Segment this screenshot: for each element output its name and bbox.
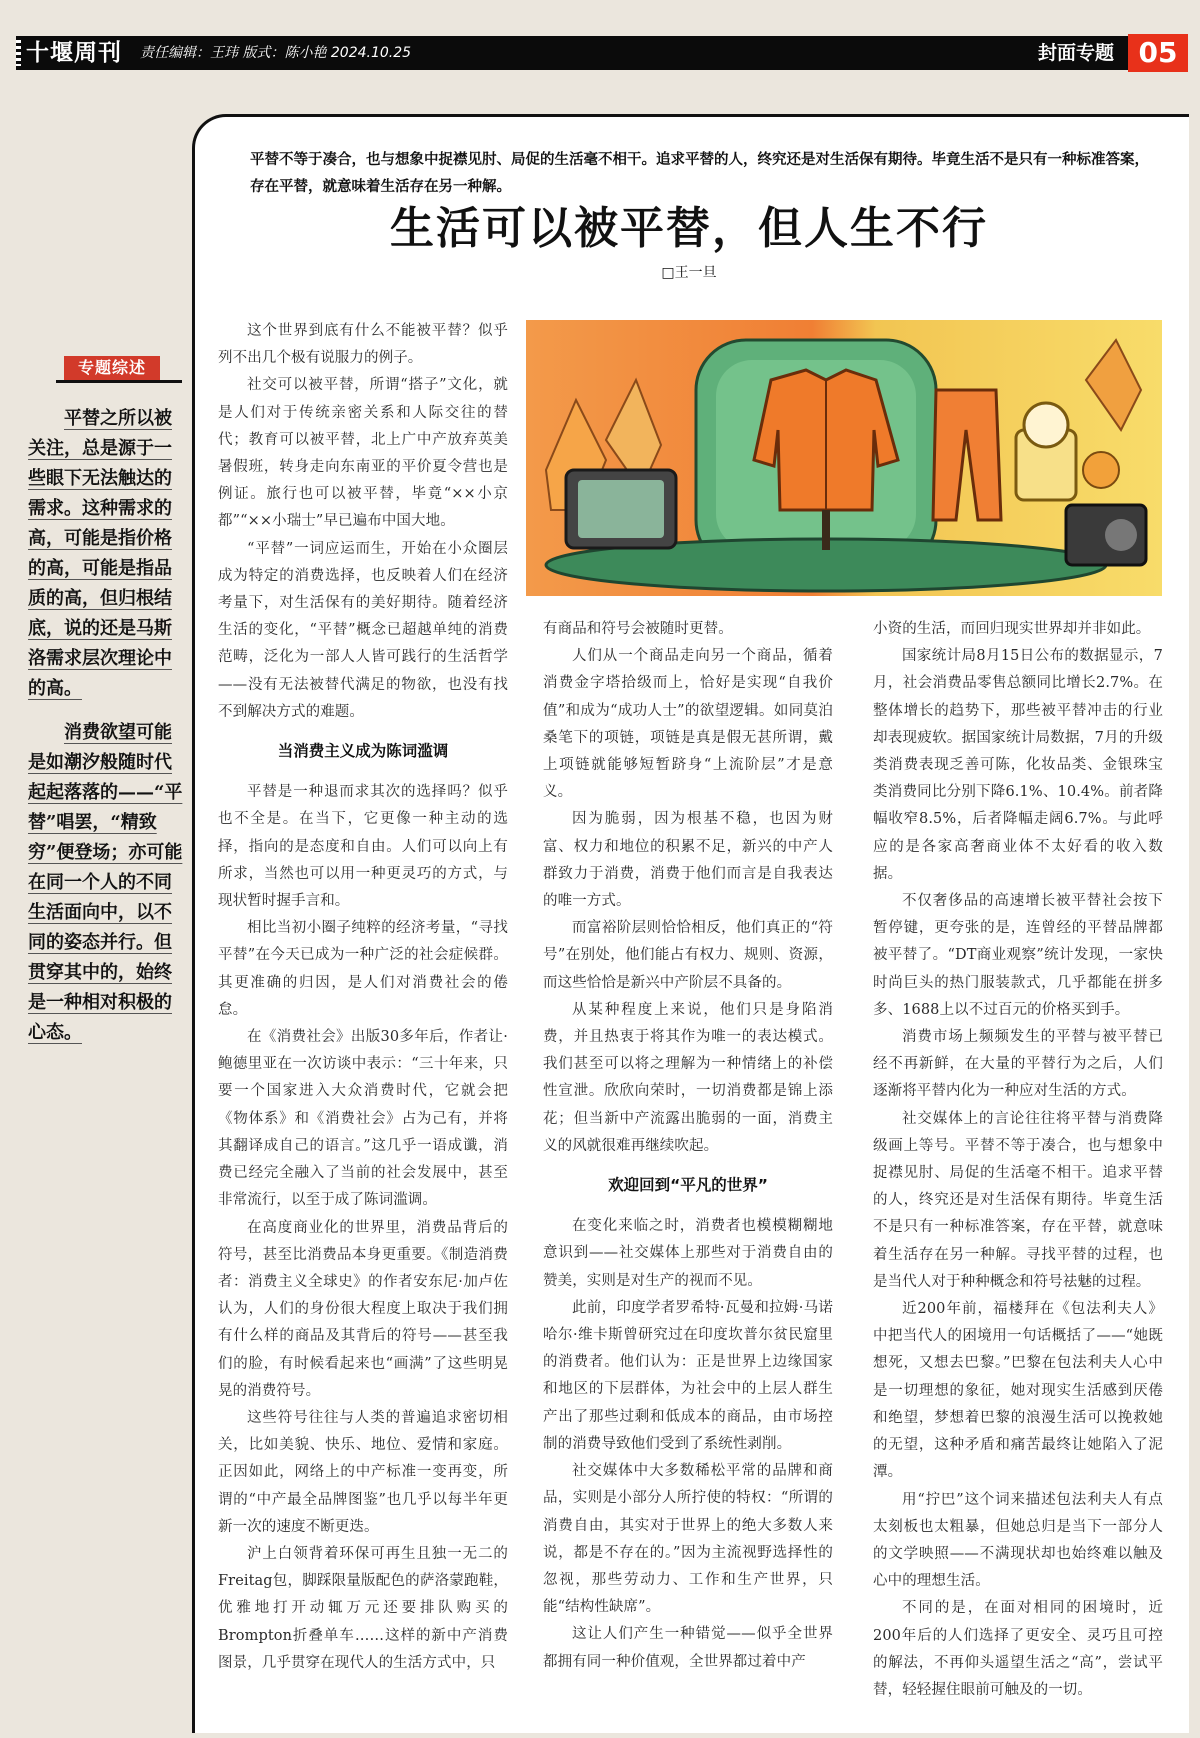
- paragraph: 社交可以被平替，所谓“搭子”文化，就是人们对于传统亲密关系和人际交往的替代；教育可以被平替，北上广中产放弃英美暑假班，转身走向东南亚的平价夏令营也是例证。旅行也可以被平替，毕竟“××小京都”“××小瑞士”早已遍布中国大地。: [218, 377, 508, 530]
- paragraph: 相比当初小圈子纯粹的经济考量，“寻找平替”在今天已成为一种广泛的社会症候群。其更准确的归因，是人们对消费社会的倦怠。: [218, 920, 508, 1018]
- page-number: 05: [1128, 34, 1188, 72]
- paragraph: “平替”一词应运而生，开始在小众圈层成为特定的消费选择，也反映着人们在经济考量下，对生活保有的美好期待。随着经济生活的变化，“平替”概念已超越单纯的消费范畴，泛化为一部人人皆可践行的生活哲学——没有无法被替代满足的物欲，也没有找不到解决方式的难题。: [218, 540, 508, 720]
- sidebar-tag-label: 专题综述: [64, 356, 160, 380]
- paragraph: 不同的是，在面对相同的困境时，近200年后的人们选择了更安全、灵巧且可控的解法，不再仰头遥望生活之“高”，尝试平替，轻轻握住眼前可触及的一切。: [873, 1600, 1163, 1698]
- paragraph: 而富裕阶层则恰恰相反，他们真正的“符号”在别处，他们能占有权力、规则、资源，而这些恰恰是新兴中产阶层不具备的。: [543, 920, 833, 991]
- section-heading: 欢迎回到“平凡的世界”: [608, 1176, 768, 1195]
- paragraph: 小资的生活，而回归现实世界却并非如此。: [873, 621, 1151, 637]
- paragraph: 此前，印度学者罗希特·瓦曼和拉姆·马诺哈尔·维卡斯曾研究过在印度坎普尔贫民窟里的消费者。他们认为：正是世界上边缘国家和地区的下层群体，为社会中的上层人群生产出了那些过剩和低成本的商品，由市场控制的消费导致他们受到了系统性剥削。: [543, 1299, 833, 1452]
- paragraph: 国家统计局8月15日公布的数据显示，7月，社会消费品零售总额同比增长2.7%。在整体增长的趋势下，那些被平替冲击的行业却表现疲软。据国家统计局数据，7月的升级类消费表现乏善可陈，化妆品类、金银珠宝类消费同比分别下降6.1%、10.4%。前者降幅收窄8.5%，后者降幅走阔6.7%。与此呼应的是各家高奢商业体不太好看的收入数据。: [873, 648, 1163, 882]
- paragraph: 这些符号往往与人类的普遍追求密切相关，比如美貌、快乐、地位、爱情和家庭。正因如此，网络上的中产标准一变再变，所谓的“中产最全品牌图鉴”也几乎以每半年更新一次的速度不断更迭。: [218, 1409, 508, 1535]
- sidebar-paragraph: 消费欲望可能是如潮汐般随时代起起落落的——“平替”唱罢，“精致穷”便登场；亦可能在同一个人的不同生活面向中，以不同的姿态并行。但贯穿其中的，始终是一种相对积极的心态。: [28, 722, 183, 1043]
- paragraph: 社交媒体中大多数稀松平常的品牌和商品，实则是小部分人所拧使的特权：“所谓的消费自由，其实对于世界上的绝大多数人来说，都是不存在的。”因为主流视野选择性的忽视，那些劳动力、工作和生产世界，只能“结构性缺席”。: [543, 1463, 833, 1616]
- article-lead: 平替不等于凑合，也与想象中捉襟见肘、局促的生活毫不相干。追求平替的人，终究还是对生活保有期待。毕竟生活不是只有一种标准答案，存在平替，就意味着生活存在另一种解。: [250, 151, 1149, 195]
- paragraph: 近200年前，福楼拜在《包法利夫人》中把当代人的困境用一句话概括了——“她既想死，又想去巴黎。”巴黎在包法利夫人心中是一切理想的象征，她对现实生活感到厌倦和绝望，梦想着巴黎的浪漫生活可以挽救她的无望，这种矛盾和痛苦最终让她陷入了泥潭。: [873, 1301, 1163, 1481]
- paragraph: 在高度商业化的世界里，消费品背后的符号，甚至比消费品本身更重要。《制造消费者：消费主义全球史》的作者安东尼·加卢佐认为，人们的身份很大程度上取决于我们拥有什么样的商品及其背后的符号——甚至我们的脸，有时候看起来也“画满”了这些明晃晃的消费符号。: [218, 1219, 508, 1399]
- brand-dots: [16, 40, 21, 66]
- article-byline: □王一旦: [661, 265, 717, 281]
- paragraph: 在《消费社会》出版30多年后，作者让·鲍德里亚在一次访谈中表示：“三十年来，只要一个国家进入大众消费时代，它就会把《物体系》和《消费社会》占为己有，并将其翻译成自己的语言。”这几乎一语成谶，消费已经完全融入了当前的社会发展中，甚至非常流行，以至于成了陈词滥调。: [218, 1029, 508, 1209]
- section-heading: 当消费主义成为陈词滥调: [277, 742, 449, 761]
- paragraph: 社交媒体上的言论往往将平替与消费降级画上等号。平替不等于凑合，也与想象中捉襟见肘、局促的生活毫不相干。追求平替的人，终究还是对生活保有期待。毕竟生活不是只有一种标准答案，存在平替，就意味着生活存在另一种解。寻找平替的过程，也是当代人对于种种概念和符号祛魅的过程。: [873, 1110, 1163, 1290]
- paragraph: 不仅奢侈品的高速增长被平替社会按下暂停键，更夸张的是，连曾经的平替品牌都被平替了。“DT商业观察”统计发现，一家快时尚巨头的热门服装款式，几乎都能在拼多多、1688上以不过百元的价格买到手。: [873, 893, 1163, 1018]
- paragraph: 从某种程度上来说，他们只是身陷消费，并且热衷于将其作为唯一的表达模式。我们甚至可以将之理解为一种情绪上的补偿性宣泄。欣欣向荣时，一切消费都是锦上添花；但当新中产流露出脆弱的一面，消费主义的风就很难再继续吹起。: [543, 1001, 833, 1154]
- article-headline: 生活可以被平替，但人生不行: [390, 203, 988, 254]
- paragraph: 用“拧巴”这个词来描述包法利夫人有点太刻板也太粗暴，但她总归是当下一部分人的文学映照——不满现状却也始终难以触及心中的理想生活。: [873, 1491, 1163, 1590]
- cover-illustration: [526, 320, 1162, 596]
- paragraph: 这让人们产生一种错觉——似乎全世界都拥有同一种价值观，全世界都过着中产: [543, 1626, 833, 1670]
- sidebar-paragraph: 平替之所以被关注，总是源于一些眼下无法触达的需求。这种需求的高，可能是指价格的高，可能是指品质的高，但归根结底，说的还是马斯洛需求层次理论中的高。: [28, 408, 172, 699]
- section-title: 封面专题: [1037, 42, 1114, 64]
- paragraph: 沪上白领背着环保可再生且独一无二的Freitag包，脚踩限量版配色的萨洛蒙跑鞋，优雅地打开动辄万元还要排队购买的Brompton折叠单车……这样的新中产消费图景，几乎贯穿在现代人的生活方式中，只: [218, 1545, 508, 1671]
- paragraph: 因为脆弱，因为根基不稳，也因为财富、权力和地位的积累不足，新兴的中产人群致力于消费，消费于他们而言是自我表达的唯一方式。: [543, 811, 833, 910]
- sidebar-summary: [28, 404, 184, 1062]
- sidebar-tag: [56, 356, 184, 384]
- sidebar-rule: [56, 380, 182, 383]
- paragraph: 人们从一个商品走向另一个商品，循着消费金字塔拾级而上，恰好是实现“自我价值”和成为“成功人士”的欲望逻辑。如同莫泊桑笔下的项链，项链是真是假无甚所谓，戴上项链就能够短暂跻身“上流阶层”才是意义。: [543, 648, 833, 801]
- editor-credits: 责任编辑：王玮 版式：陈小艳 2024.10.25: [140, 45, 412, 61]
- article-column-3: [873, 616, 1163, 1704]
- paragraph: 消费市场上频频发生的平替与被平替已经不再新鲜，在大量的平替行为之后，人们逐渐将平替内化为一种应对生活的方式。: [873, 1029, 1163, 1100]
- illustration-svg: [526, 320, 1162, 596]
- page-header: [16, 36, 1188, 70]
- publication-name: 十堰周刊: [26, 39, 122, 66]
- article-column-1: [218, 318, 508, 1677]
- article-column-2: [543, 616, 833, 1676]
- paragraph: 有商品和符号会被随时更替。: [543, 621, 733, 637]
- paragraph: 在变化来临之时，消费者也模模糊糊地意识到——社交媒体上那些对于消费自由的赞美，实则是对生产的视而不见。: [543, 1218, 833, 1289]
- paragraph: 这个世界到底有什么不能被平替？似乎列不出几个极有说服力的例子。: [218, 323, 508, 367]
- paragraph: 平替是一种退而求其次的选择吗？似乎也不全是。在当下，它更像一种主动的选择，指向的是态度和自由。人们可以向上有所求，当然也可以用一种更灵巧的方式，与现状暂时握手言和。: [218, 784, 508, 910]
